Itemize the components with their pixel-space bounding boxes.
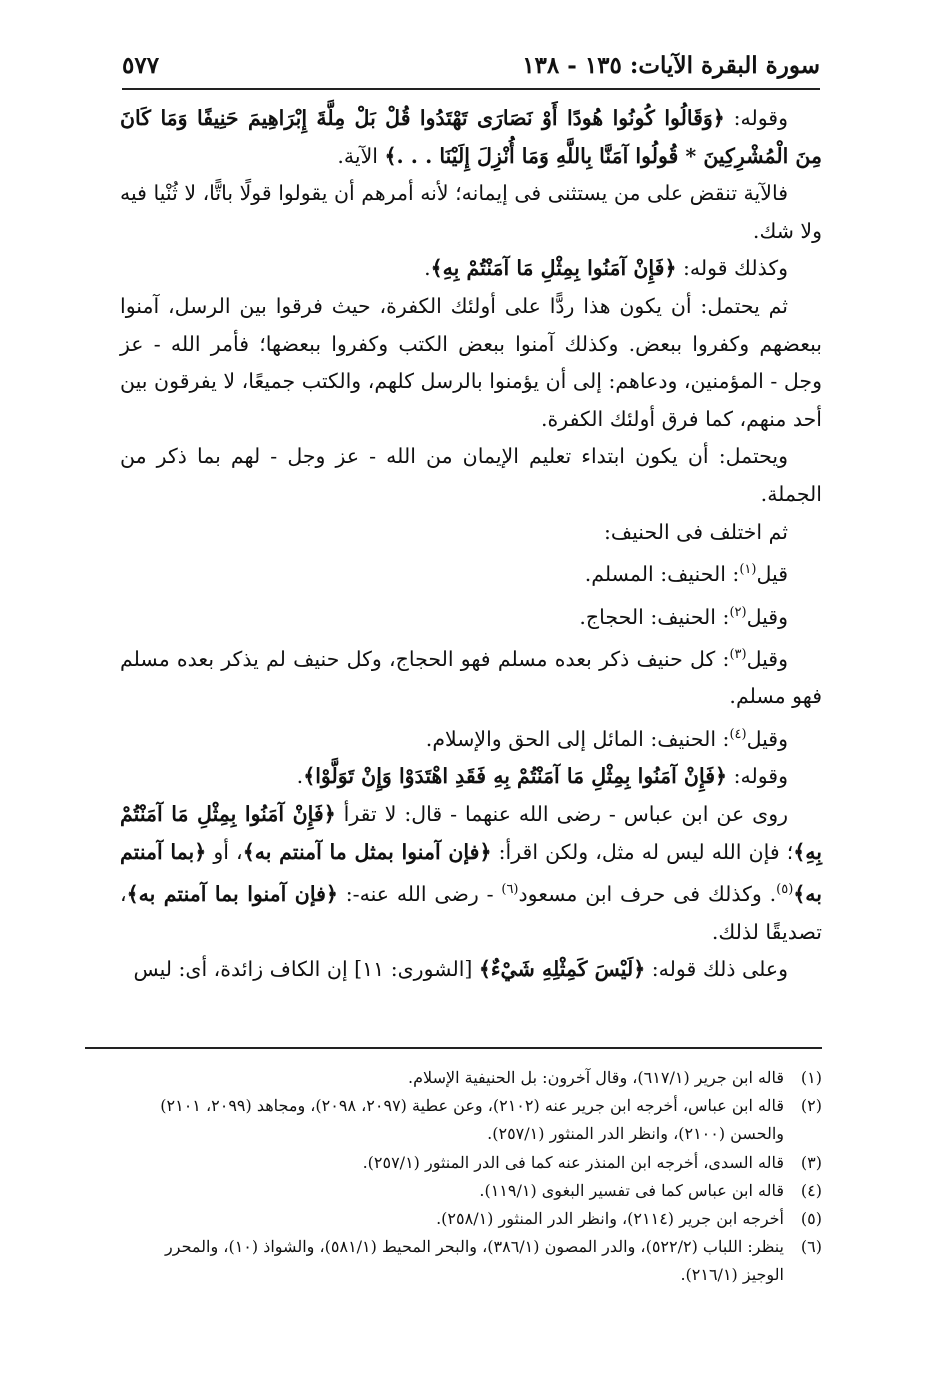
footnote-number: (٢) <box>800 1096 822 1116</box>
page-number: ٥٧٧ <box>122 51 160 79</box>
footnote-ref[interactable]: (١) <box>739 562 757 578</box>
footnote-divider <box>85 1047 822 1049</box>
paragraph-text: - رضى الله عنه-: <box>337 882 502 907</box>
paragraph-5: ويحتمل: أن يكون ابتداء تعليم الإيمان من الله - عز وجل - لهم بما ذكر من الجملة. <box>120 444 822 506</box>
paragraph-7 <box>120 551 822 593</box>
quran-quote: ﴿بما آمنتم به﴾ <box>120 839 822 907</box>
footnote-item <box>120 1233 822 1289</box>
paragraph-tail: : الحنيف: المائل إلى الحق والإسلام. <box>425 726 730 751</box>
quran-quote: ﴿فإن آمنوا بما آمنتم به﴾ <box>126 882 338 907</box>
footnote-item <box>120 1092 822 1148</box>
paragraph-4: ثم يحتمل: أن يكون هذا ردًّا على أولئك الكفرة، حيث فرقوا بين الرسل، آمنوا ببعضهم وكفروا ببعض. وكذلك آمنوا ببعض الكتب وكفروا ببعضها؛ فأمر الله - عز وجل - المؤمنين، ودعاهم: إلى أن يؤمنوا بالرسل كلهم، والكتب جميعًا، لا يفرقون بين أحد منهم، كما فرق أولئك الكفرة. <box>120 293 822 431</box>
paragraph-12 <box>120 796 822 951</box>
footnote-ref[interactable]: (٤) <box>729 726 747 742</box>
paragraph-6: ثم اختلف فى الحنيف: <box>603 519 788 544</box>
paragraph-tail: [الشورى: ١١] إن الكاف زائدة، أى: ليس <box>133 957 479 982</box>
quran-quote: ﴿فَإِنْ آمَنُوا بِمِثْلِ مَا آمَنْتُمْ بِهِ﴾ <box>120 802 823 864</box>
paragraph-text: روى عن ابن عباس - رضى الله عنهما - قال: لا تقرأ <box>335 802 788 826</box>
footnote-text: قاله ابن جرير (٦١٧/١)، وقال آخرون: بل الحنيفية الإسلام. <box>408 1068 784 1087</box>
quran-quote: ﴿فَإِنْ آمَنُوا بِمِثْلِ مَا آمَنْتُمْ بِهِ﴾ <box>430 256 677 281</box>
footnote-text: أخرجه ابن جرير (٢١١٤)، وانظر الدر المنثور (٢٥٨/١). <box>436 1209 784 1229</box>
paragraph-3 <box>120 250 822 288</box>
quran-quote: ﴿فَإِنْ آمَنُوا بِمِثْلِ مَا آمَنْتُمْ بِهِ فَقَدِ اهْتَدَوْا وَإِنْ تَوَلَّوْا﴾ <box>303 764 728 789</box>
paragraph-lead: وقوله: <box>724 106 789 130</box>
footnote-item <box>120 1064 822 1092</box>
footnote-number: (٥) <box>800 1209 822 1229</box>
paragraph-text: ؛ فإن الله ليس له مثل، ولكن اقرأ: <box>491 839 794 864</box>
footnotes <box>120 1064 822 1290</box>
paragraph-8 <box>120 594 822 636</box>
paragraph-11 <box>120 758 822 796</box>
paragraph-tail: . <box>424 256 431 281</box>
paragraph-2: فالآية تنقض على من يستثنى فى إيمانه؛ لأنه أمرهم أن يقولوا قولًا باتًّا، لا ثُنْيا فيه ولا شك. <box>120 181 822 243</box>
main-text <box>120 100 822 989</box>
header-title: سورة البقرة الآيات: ١٣٥ - ١٣٨ <box>522 51 820 79</box>
footnote-ref[interactable]: (٣) <box>729 646 747 662</box>
paragraph-tail: : الحنيف: الحجاج. <box>579 604 730 629</box>
paragraph-lead: وقيل <box>746 726 788 751</box>
paragraph-lead: وقوله: <box>727 764 788 789</box>
quran-quote: ﴿لَيْسَ كَمِثْلِهِ شَيْءٌ﴾ <box>478 957 646 982</box>
paragraph-1 <box>120 100 822 175</box>
paragraph-text: ، أو <box>206 839 243 864</box>
paragraph-text: ، تصديقًا لذلك. <box>120 882 822 944</box>
footnote-ref[interactable]: (٥) <box>776 882 794 898</box>
paragraph-lead: وقيل <box>746 646 788 671</box>
paragraph-lead: وكذلك قوله: <box>676 256 788 281</box>
running-header <box>122 42 820 90</box>
paragraph-13 <box>120 951 822 989</box>
footnote-ref[interactable]: (٢) <box>729 604 747 620</box>
quran-quote: ﴿وَقَالُوا كُونُوا هُودًا أَوْ نَصَارَى تَهْتَدُوا قُلْ بَلْ مِلَّةَ إِبْرَاهِيمَ حَنِيفًا وَمَا كَانَ مِنَ الْمُشْرِكِينَ * قُولُوا آمَنَّا بِاللَّهِ وَمَا أُنْزِلَ إِلَيْنَا . . .﴾ <box>120 106 822 168</box>
footnote-number: (٣) <box>800 1152 822 1172</box>
paragraph-lead: وعلى ذلك قوله: <box>645 957 788 982</box>
footnote-number: (١) <box>800 1068 822 1087</box>
footnote-text: ينظر: اللباب (٥٢٢/٢)، والدر المصون (٣٨٦/١)، والبحر المحيط (٥٨١/١)، والشواذ (١٠)، والمحرر الوجيز (٢١٦/١). <box>165 1237 784 1285</box>
paragraph-text: . وكذلك فى حرف ابن مسعود <box>518 882 777 907</box>
paragraph-lead: وقيل <box>746 604 788 629</box>
footnote-text: قاله السدى، أخرجه ابن المنذر عنه كما فى الدر المنثور (٢٥٧/١). <box>362 1152 784 1172</box>
paragraph-tail: الآية. <box>337 143 385 168</box>
footnote-number: (٤) <box>800 1180 822 1200</box>
footnote-item <box>120 1149 822 1177</box>
paragraph-9 <box>120 636 822 716</box>
footnote-item <box>120 1177 822 1205</box>
footnote-text: قاله ابن عباس، أخرجه ابن جرير عنه (٢١٠٢)، وعن عطية (٢٠٩٧، ٢٠٩٨)، ومجاهد (٢٠٩٩، ٢١٠١) والحسن (٢١٠٠)، وانظر الدر المنثور (٢٥٧/١). <box>160 1096 784 1144</box>
paragraph-10 <box>120 716 822 758</box>
quran-quote: ﴿فإن آمنوا بمثل ما آمنتم به﴾ <box>242 839 492 864</box>
footnote-ref[interactable]: (٦) <box>501 882 519 898</box>
footnote-text: قاله ابن عباس كما فى تفسير البغوى (١١٩/١). <box>479 1180 784 1200</box>
paragraph-tail: : الحنيف: المسلم. <box>584 561 740 586</box>
paragraph-tail: : كل حنيف ذكر بعده مسلم فهو الحجاج، وكل حنيف لم يذكر بعده مسلم فهو مسلم. <box>120 646 822 709</box>
footnote-number: (٦) <box>800 1237 822 1257</box>
paragraph-lead: قيل <box>756 561 788 586</box>
footnote-item <box>120 1205 822 1233</box>
paragraph-tail: . <box>296 764 304 789</box>
